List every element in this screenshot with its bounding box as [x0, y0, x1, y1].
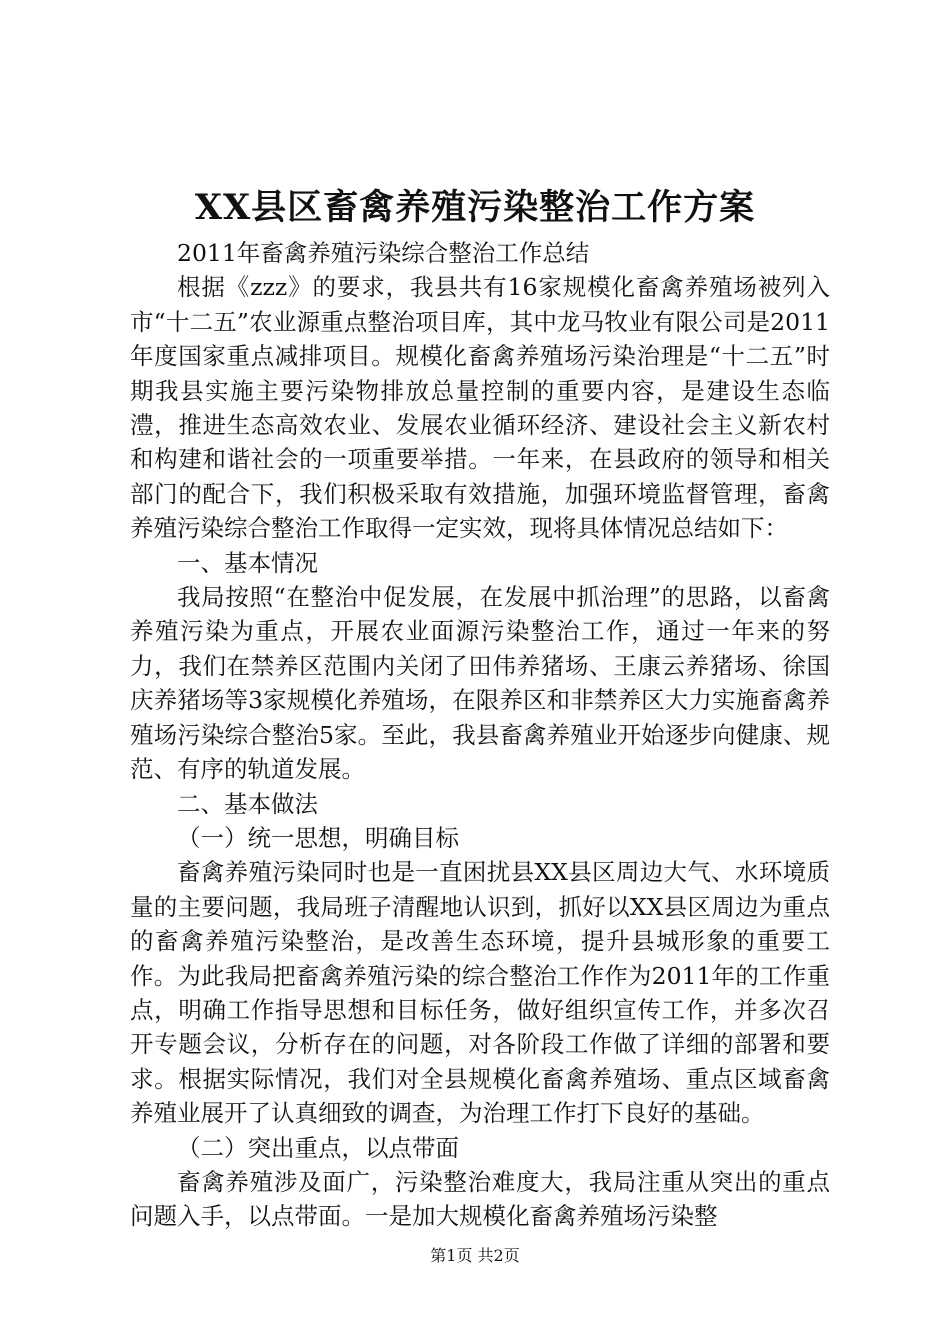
section-1-paragraph: 我局按照“在整治中促发展，在发展中抓治理”的思路，以畜禽养殖污染为重点，开展农业面源污染整治工作，通过一年来的努力，我们在禁养区范围内关闭了田伟养猪场、王康云养猪场、徐国庆养猪场等3家规模化养殖场，在限养区和非禁养区大力实施畜禽养殖场污染综合整治5家。至此，我县畜禽养殖业开始逐步向健康、规范、有序的轨道发展。	[130, 583, 830, 784]
subsection-1-heading: （一）统一思想，明确目标	[177, 823, 459, 852]
section-2-heading: 二、基本做法	[177, 789, 318, 818]
subtitle: 2011年畜禽养殖污染综合整治工作总结	[177, 239, 590, 267]
subsection-2-paragraph: 畜禽养殖涉及面广，污染整治难度大，我局注重从突出的重点问题入手，以点带面。一是加大规模化畜禽养殖场污染整	[130, 1167, 830, 1231]
page-footer: 第1页 共2页	[430, 1246, 520, 1265]
section-1-heading: 一、基本情况	[177, 548, 318, 577]
document-title: XX县区畜禽养殖污染整治工作方案	[194, 187, 756, 228]
subsection-1-paragraph: 畜禽养殖污染同时也是一直困扰县XX县区周边大气、水环境质量的主要问题，我局班子清醒地认识到，抓好以XX县区周边为重点的畜禽养殖污染整治，是改善生态环境，提升县城形象的重要工作。为此我局把畜禽养殖污染的综合整治工作作为2011年的工作重点，明确工作指导思想和目标任务，做好组织宣传工作，并多次召开专题会议，分析存在的问题，对各阶段工作做了详细的部署和要求。根据实际情况，我们对全县规模化畜禽养殖场、重点区域畜禽养殖业展开了认真细致的调查，为治理工作打下良好的基础。	[130, 858, 830, 1128]
intro-paragraph: 根据《zzz》的要求，我县共有16家规模化畜禽养殖场被列入市“十二五”农业源重点整治项目库，其中龙马牧业有限公司是2011年度国家重点减排项目。规模化畜禽养殖场污染治理是“十二五”时期我县实施主要污染物排放总量控制的重要内容，是建设生态临澧，推进生态高效农业、发展农业循环经济、建设社会主义新农村和构建和谐社会的一项重要举措。一年来，在县政府的领导和相关部门的配合下，我们积极采取有效措施，加强环境监督管理，畜禽养殖污染综合整治工作取得一定实效，现将具体情况总结如下：	[130, 273, 830, 543]
document-body	[130, 236, 830, 1234]
subsection-2-heading: （二）突出重点，以点带面	[177, 1133, 459, 1162]
